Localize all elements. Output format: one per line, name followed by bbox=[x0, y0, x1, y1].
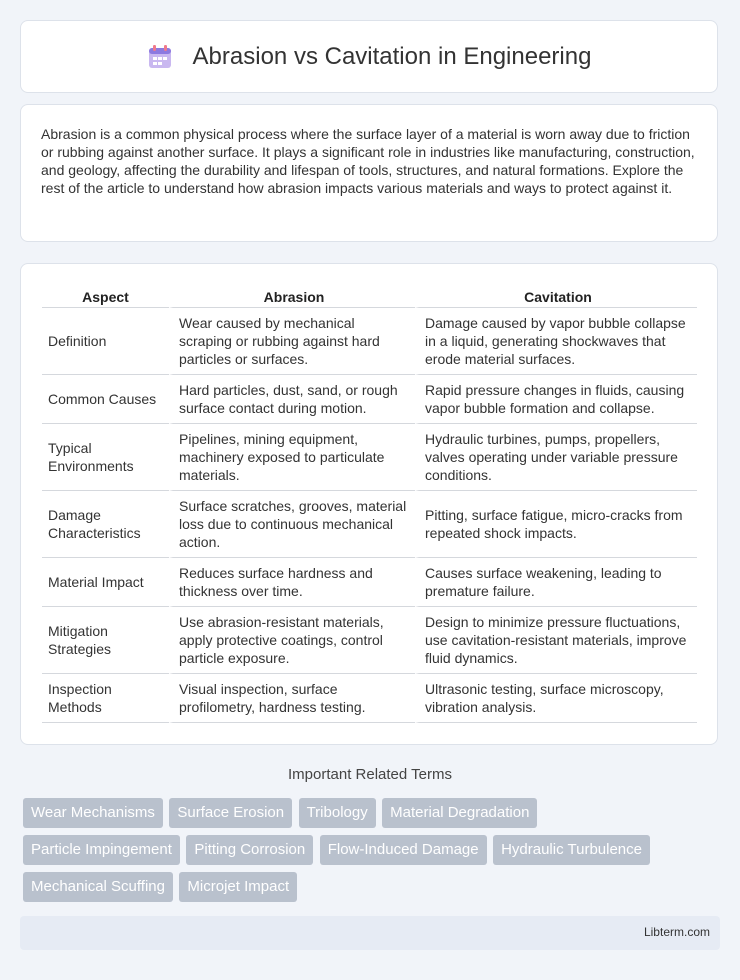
calendar-icon bbox=[147, 44, 173, 70]
tag-tribology[interactable]: Tribology bbox=[299, 798, 376, 828]
aspect-cell: Typical Environments bbox=[42, 424, 169, 491]
cavitation-cell: Design to minimize pressure fluctuations, use cavitation-resistant materials, improve fluid dynamics. bbox=[415, 607, 697, 674]
tag-mechanical-scuffing[interactable]: Mechanical Scuffing bbox=[23, 872, 173, 902]
abrasion-cell: Use abrasion-resistant materials, apply protective coatings, control particle exposure. bbox=[169, 607, 415, 674]
tag-wear-mechanisms[interactable]: Wear Mechanisms bbox=[23, 798, 163, 828]
title-card bbox=[20, 20, 718, 93]
aspect-cell: Common Causes bbox=[42, 375, 169, 424]
table-header-row bbox=[42, 284, 697, 308]
table-row bbox=[42, 558, 697, 607]
header-cavitation: Cavitation bbox=[415, 284, 697, 308]
related-terms-heading: Important Related Terms bbox=[288, 766, 452, 783]
related-terms-list bbox=[23, 798, 723, 909]
table-row bbox=[42, 424, 697, 491]
table-row bbox=[42, 674, 697, 723]
tag-microjet-impact[interactable]: Microjet Impact bbox=[179, 872, 297, 902]
aspect-cell: Mitigation Strategies bbox=[42, 607, 169, 674]
aspect-cell: Inspection Methods bbox=[42, 674, 169, 723]
cavitation-cell: Hydraulic turbines, pumps, propellers, valves operating under variable pressure conditions. bbox=[415, 424, 697, 491]
tag-pitting-corrosion[interactable]: Pitting Corrosion bbox=[186, 835, 313, 865]
tag-particle-impingement[interactable]: Particle Impingement bbox=[23, 835, 180, 865]
tag-material-degradation[interactable]: Material Degradation bbox=[382, 798, 537, 828]
abrasion-cell: Wear caused by mechanical scraping or rubbing against hard particles or surfaces. bbox=[169, 308, 415, 375]
table-row bbox=[42, 308, 697, 375]
page-title: Abrasion vs Cavitation in Engineering bbox=[192, 42, 592, 70]
header-abrasion: Abrasion bbox=[169, 284, 415, 308]
tag-flow-induced-damage[interactable]: Flow-Induced Damage bbox=[320, 835, 487, 865]
comparison-table-card bbox=[20, 263, 718, 745]
abrasion-cell: Surface scratches, grooves, material loss due to continuous mechanical action. bbox=[169, 491, 415, 558]
tag-hydraulic-turbulence[interactable]: Hydraulic Turbulence bbox=[493, 835, 650, 865]
abrasion-cell: Hard particles, dust, sand, or rough surface contact during motion. bbox=[169, 375, 415, 424]
cavitation-cell: Rapid pressure changes in fluids, causing vapor bubble formation and collapse. bbox=[415, 375, 697, 424]
cavitation-cell: Causes surface weakening, leading to premature failure. bbox=[415, 558, 697, 607]
footer-site-link[interactable]: Libterm.com bbox=[643, 925, 710, 939]
intro-card bbox=[20, 104, 718, 242]
tag-surface-erosion[interactable]: Surface Erosion bbox=[169, 798, 292, 828]
abrasion-cell: Reduces surface hardness and thickness over time. bbox=[169, 558, 415, 607]
header-aspect: Aspect bbox=[42, 284, 169, 308]
abrasion-cell: Visual inspection, surface profilometry, hardness testing. bbox=[169, 674, 415, 723]
aspect-cell: Material Impact bbox=[42, 558, 169, 607]
table-row bbox=[42, 491, 697, 558]
cavitation-cell: Damage caused by vapor bubble collapse in a liquid, generating shockwaves that erode material surfaces. bbox=[415, 308, 697, 375]
comparison-table bbox=[42, 284, 697, 723]
aspect-cell: Definition bbox=[42, 308, 169, 375]
cavitation-cell: Pitting, surface fatigue, micro-cracks from repeated shock impacts. bbox=[415, 491, 697, 558]
intro-paragraph: Abrasion is a common physical process where the surface layer of a material is worn away due to friction or rubbing against another surface. It plays a significant role in industries like manufacturing, construction, and geology, affecting the durability and lifespan of tools, structures, and natural formations. Explore the rest of the article to understand how abrasion impacts various materials and ways to protect against it. bbox=[41, 126, 695, 196]
table-row bbox=[42, 375, 697, 424]
cavitation-cell: Ultrasonic testing, surface microscopy, vibration analysis. bbox=[415, 674, 697, 723]
abrasion-cell: Pipelines, mining equipment, machinery exposed to particulate materials. bbox=[169, 424, 415, 491]
footer bbox=[20, 916, 720, 950]
table-row bbox=[42, 607, 697, 674]
aspect-cell: Damage Characteristics bbox=[42, 491, 169, 558]
